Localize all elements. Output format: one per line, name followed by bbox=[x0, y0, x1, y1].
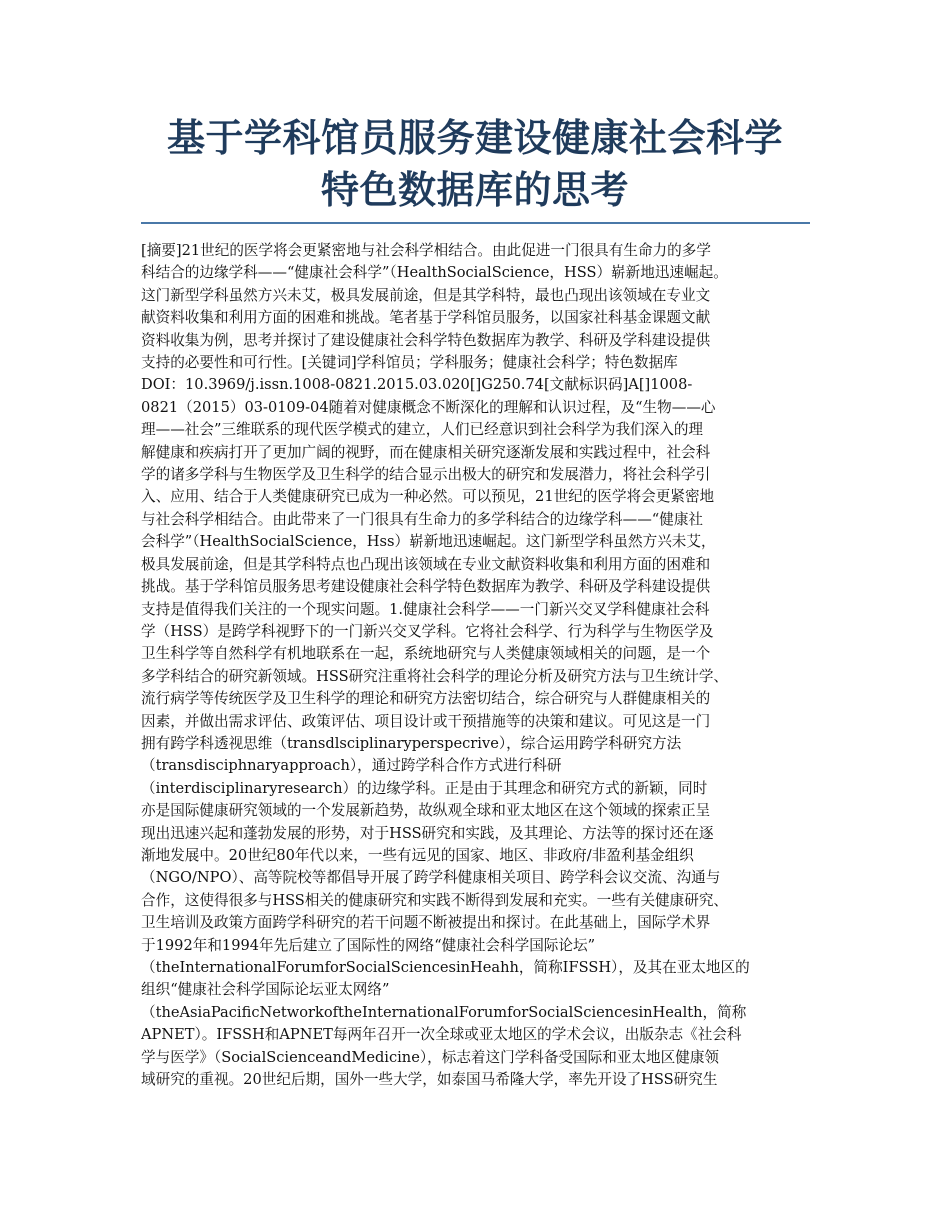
body-line: 极具发展前途，但是其学科特点也凸现出该领域在专业文献资料收集和利用方面的困难和 bbox=[141, 555, 711, 573]
body-line: 卫生科学等自然科学有机地联系在一起，系统地研究与人类健康领域相关的问题，是一个 bbox=[141, 645, 711, 663]
body-line: （interdisciplinaryresearch）的边缘学科。正是由于其理念和研究方式的新颖，同时 bbox=[141, 779, 708, 797]
body-line: 理——社会”三维联系的现代医学模式的建立，人们已经意识到社会科学为我们深入的理 bbox=[141, 421, 704, 439]
body-line: DOI：10.3969/j.issn.1008-0821.2015.03.020[]G250.74[文献标识码]A[]1008- bbox=[141, 376, 693, 394]
body-line: 渐地发展中。20世纪80年代以来，一些有远见的国家、地区、非政府/非盈利基金组织 bbox=[141, 846, 694, 864]
body-line: 合作，这使得很多与HSS相关的健康研究和实践不断得到发展和充实。一些有关健康研究、 bbox=[141, 891, 729, 909]
body-line: 献资料收集和利用方面的困难和挑战。笔者基于学科馆员服务，以国家社科基金课题文献 bbox=[141, 309, 711, 327]
body-line: 卫生培训及政策方面跨学科研究的若干问题不断被提出和探讨。在此基础上，国际学术界 bbox=[141, 914, 711, 932]
body-line: 这门新型学科虽然方兴未艾，极具发展前途，但是其学科特，最也凸现出该领域在专业文 bbox=[141, 286, 711, 304]
title-line-1: 基于学科馆员服务建设健康社会科学 bbox=[166, 116, 783, 160]
body-line: 挑战。基于学科馆员服务思考建设健康社会科学特色数据库为教学、科研及学科建设提供 bbox=[141, 578, 711, 596]
body-line: （NGO/NPO）、高等院校等都倡导开展了跨学科健康相关项目、跨学科会议交流、沟通与 bbox=[141, 869, 721, 887]
body-line: 现出迅速兴起和蓬勃发展的形势，对于HSS研究和实践，及其理论、方法等的探讨还在逐 bbox=[141, 824, 714, 842]
body-line: （transdisciphnaryapproach），通过跨学科合作方式进行科研 bbox=[141, 757, 562, 775]
body-line: 资料收集为例，思考并探讨了建设健康社会科学特色数据库为教学、科研及学科建设提供 bbox=[141, 331, 711, 349]
body-line: 会科学”（HealthSocialScience，Hss）崭新地迅速崛起。这门新型学科虽然方兴未艾， bbox=[141, 533, 716, 551]
body-line: （theInternationalForumforSocialSciencesinHeahh，简称IFSSH），及其在亚太地区的 bbox=[141, 959, 750, 976]
body-line: 因素，并做出需求评估、政策评估、项目设计或干预措施等的决策和建议。可见这是一门 bbox=[141, 712, 711, 730]
document-body bbox=[141, 240, 811, 1091]
body-line: 0821（2015）03-0109-04随着对健康概念不断深化的理解和认识过程，及“生物——心 bbox=[141, 398, 716, 416]
body-line: 科结合的边缘学科——“健康社会科学”（HealthSocialScience，HSS）崭新地迅速崛起。 bbox=[141, 264, 728, 282]
body-line: [摘要]21世纪的医学将会更紧密地与社会科学相结合。由此促进一门很具有生命力的多学 bbox=[141, 242, 711, 259]
body-line: 支持是值得我们关注的一个现实问题。1.健康社会科学——一门新兴交叉学科健康社会科 bbox=[141, 600, 710, 618]
body-line: 学的诸多学科与生物医学及卫生科学的结合显示出极大的研究和发展潜力，将社会科学引 bbox=[141, 466, 711, 484]
body-line: APNET）。IFSSH和APNET每两年召开一次全球或亚太地区的学术会议，出版杂志《社会科 bbox=[141, 1026, 742, 1044]
body-line: 流行病学等传统医学及卫生科学的理论和研究方法密切结合，综合研究与人群健康相关的 bbox=[141, 690, 711, 708]
body-line: 学与医学》（SocialScienceandMedicine），标志着这门学科备受国际和亚太地区健康领 bbox=[141, 1048, 720, 1066]
body-line: （theAsiaPacificNetworkoftheInternationalForumforSocialSciencesinHealth，简称 bbox=[141, 1003, 747, 1021]
document-title bbox=[100, 112, 850, 216]
body-line: 组织“健康社会科学国际论坛亚太网络” bbox=[141, 981, 390, 999]
body-line: 域研究的重视。20世纪后期，国外一些大学，如泰国马希隆大学，率先开设了HSS研究生 bbox=[141, 1071, 718, 1089]
body-line: 支持的必要性和可行性。[关键词]学科馆员；学科服务；健康社会科学；特色数据库 bbox=[141, 354, 678, 372]
title-divider bbox=[141, 222, 810, 224]
body-line: 学（HSS）是跨学科视野下的一门新兴交叉学科。它将社会科学、行为科学与生物医学及 bbox=[141, 622, 714, 640]
body-line: 拥有跨学科透视思维（transdlsciplinaryperspecrive），综合运用跨学科研究方法 bbox=[141, 734, 682, 752]
body-line: 亦是国际健康研究领域的一个发展新趋势，故纵观全球和亚太地区在这个领域的探索正呈 bbox=[141, 802, 711, 820]
title-line-2: 特色数据库的思考 bbox=[320, 168, 629, 212]
body-line: 入、应用、结合于人类健康研究已成为一种必然。可以预见，21世纪的医学将会更紧密地 bbox=[141, 488, 715, 506]
body-line: 于1992年和1994年先后建立了国际性的网络“健康社会科学国际论坛” bbox=[141, 936, 596, 954]
body-line: 解健康和疾病打开了更加广阔的视野，而在健康相关研究逐渐发展和实践过程中，社会科 bbox=[141, 443, 711, 461]
body-line: 多学科结合的研究新领域。HSS研究注重将社会科学的理论分析及研究方法与卫生统计学、 bbox=[141, 667, 729, 685]
body-line: 与社会科学相结合。由此带来了一门很具有生命力的多学科结合的边缘学科——“健康社 bbox=[141, 510, 704, 528]
